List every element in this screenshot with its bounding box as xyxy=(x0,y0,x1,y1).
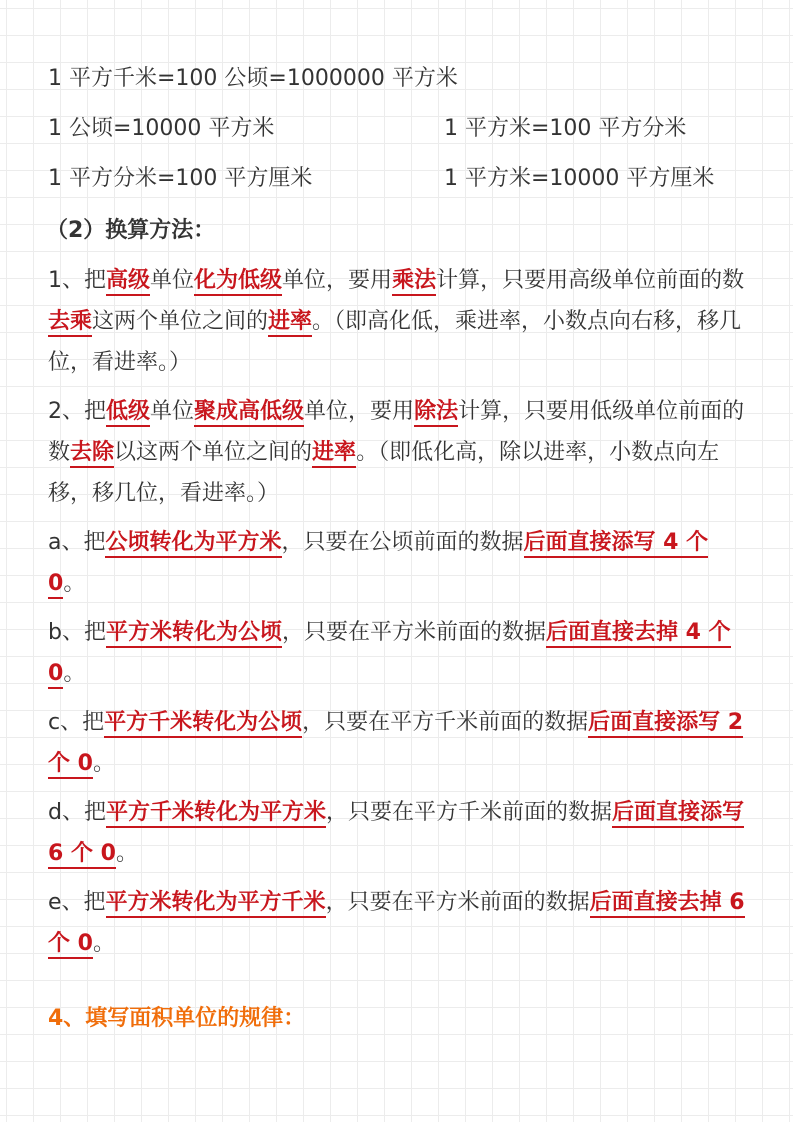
conversion-row-3 xyxy=(48,158,748,200)
section-4-heading: 4、填写面积单位的规律： xyxy=(48,1006,306,1031)
conversion-m2-cm2: 1 平方米=10000 平方厘米 xyxy=(444,166,715,191)
highlight: 进率 xyxy=(312,440,356,468)
highlight: 后面直接去掉 6 个 0 xyxy=(48,890,745,959)
highlight: 后面直接添写 2 个 0 xyxy=(48,710,743,779)
highlight: 后面直接添写 4 个 0 xyxy=(48,530,708,599)
highlight: 去除 xyxy=(70,440,114,468)
highlight: 平方米转化为平方千米 xyxy=(106,890,326,918)
item-d: d、把平方千米转化为平方米，只要在平方千米前面的数据后面直接添写 6 个 0。 xyxy=(48,792,748,874)
conversion-km2: 1 平方千米=100 公顷=1000000 平方米 xyxy=(48,66,458,91)
conversion-m2-dm2: 1 平方米=100 平方分米 xyxy=(444,116,687,141)
highlight: 去乘 xyxy=(48,309,92,337)
conversion-hectare: 1 公顷=10000 平方米 xyxy=(48,116,275,141)
highlight: 平方米转化为公顷 xyxy=(106,620,282,648)
rule-low-to-high: 2、把低级单位聚成高低级单位，要用除法计算，只要用低级单位前面的数去除以这两个单位之间的进率。（即低化高，除以进率，小数点向左移，移几位，看进率。） xyxy=(48,399,745,506)
highlight: 乘法 xyxy=(392,268,436,296)
conversion-dm2-cm2: 1 平方分米=100 平方厘米 xyxy=(48,166,313,191)
highlight: 后面直接去掉 4 个 0 xyxy=(48,620,731,689)
highlight: 进率 xyxy=(268,309,312,337)
highlight: 平方千米转化为平方米 xyxy=(106,800,326,828)
conversion-row-2 xyxy=(48,108,748,150)
item-b: b、把平方米转化为公顷，只要在平方米前面的数据后面直接去掉 4 个 0。 xyxy=(48,612,748,694)
highlight: 聚成高低级 xyxy=(194,399,304,427)
highlight: 后面直接添写 6 个 0 xyxy=(48,800,744,869)
conversion-row-1 xyxy=(48,58,748,100)
highlight: 高级 xyxy=(106,268,150,296)
item-e: e、把平方米转化为平方千米，只要在平方米前面的数据后面直接去掉 6 个 0。 xyxy=(48,882,748,964)
method-heading: （2）换算方法： xyxy=(46,218,216,243)
highlight: 低级 xyxy=(106,399,150,427)
document-page xyxy=(48,58,748,1040)
item-a: a、把公顷转化为平方米，只要在公顷前面的数据后面直接添写 4 个 0。 xyxy=(48,522,748,604)
highlight: 化为低级 xyxy=(194,268,282,296)
item-c: c、把平方千米转化为公顷，只要在平方千米前面的数据后面直接添写 2 个 0。 xyxy=(48,702,748,784)
highlight: 除法 xyxy=(414,399,458,427)
rule-high-to-low: 1、把高级单位化为低级单位，要用乘法计算，只要用高级单位前面的数去乘这两个单位之间的进率。（即高化低，乘进率，小数点向右移，移几位，看进率。） xyxy=(48,268,745,375)
highlight: 平方千米转化为公顷 xyxy=(104,710,302,738)
highlight: 公顷转化为平方米 xyxy=(105,530,281,558)
